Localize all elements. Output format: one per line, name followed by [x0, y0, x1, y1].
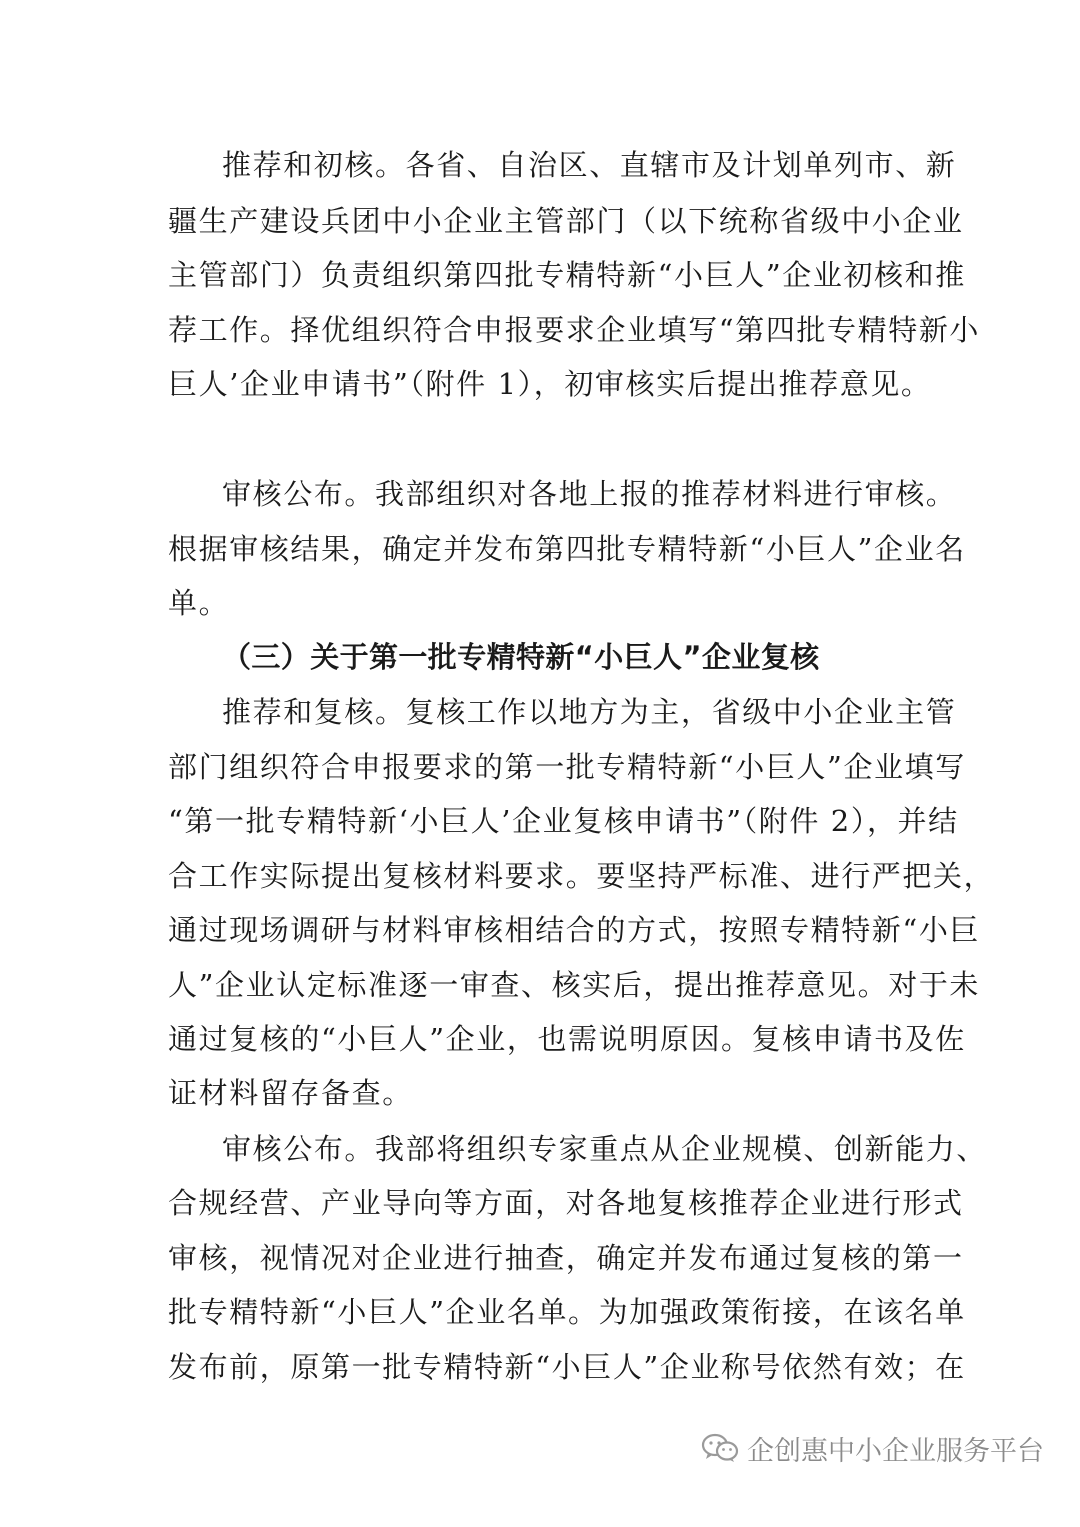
- paragraph-line: 推荐和初核。各省、自治区、直辖市及计划单列市、新: [222, 148, 957, 182]
- wechat-icon: [701, 1433, 739, 1463]
- paragraph-line: 部门组织符合申报要求的第一批专精特新“小巨人”企业填写: [168, 750, 966, 784]
- paragraph-line: “第一批专精特新‘小巨人’企业复核申请书”（附件 2），并结: [168, 804, 959, 838]
- watermark: [701, 1428, 1044, 1468]
- paragraph-line: 推荐和复核。复核工作以地方为主，省级中小企业主管: [222, 695, 957, 729]
- paragraph-line: 审核，视情况对企业进行抽查，确定并发布通过复核的第一: [168, 1241, 964, 1275]
- paragraph-line: 通过现场调研与材料审核相结合的方式，按照专精特新“小巨: [168, 913, 981, 947]
- paragraph-line: 审核公布。我部组织对各地上报的推荐材料进行审核。: [222, 477, 957, 511]
- paragraph-line: 根据审核结果，确定并发布第四批专精特新“小巨人”企业名: [168, 532, 966, 566]
- paragraph-line: 人”企业认定标准逐一审查、核实后，提出推荐意见。对于未: [168, 968, 981, 1002]
- paragraph-line: 发布前，原第一批专精特新“小巨人”企业称号依然有效；在: [168, 1350, 966, 1384]
- watermark-text: 企创惠中小企业服务平台: [747, 1435, 1044, 1467]
- paragraph-line: 证材料留存备查。: [168, 1076, 413, 1110]
- paragraph-line: 疆生产建设兵团中小企业主管部门（以下统称省级中小企业: [168, 204, 964, 238]
- paragraph-line: 合工作实际提出复核材料要求。要坚持严标准、进行严把关，: [168, 859, 995, 893]
- paragraph-line: 单。: [168, 586, 230, 620]
- paragraph-line: 荐工作。择优组织符合申报要求企业填写“第四批专精特新小: [168, 313, 981, 347]
- section-heading: （三）关于第一批专精特新“小巨人”企业复核: [222, 640, 820, 674]
- paragraph-line: 主管部门）负责组织第四批专精特新“小巨人”企业初核和推: [168, 258, 966, 292]
- paragraph-line: 巨人’企业申请书”（附件 1），初审核实后提出推荐意见。: [168, 367, 932, 401]
- paragraph-line: 批专精特新“小巨人”企业名单。为加强政策衔接，在该名单: [168, 1295, 966, 1329]
- paragraph-line: 通过复核的“小巨人”企业，也需说明原因。复核申请书及佐: [168, 1022, 966, 1056]
- paragraph-line: 审核公布。我部将组织专家重点从企业规模、创新能力、: [222, 1132, 988, 1166]
- paragraph-line: 合规经营、产业导向等方面，对各地复核推荐企业进行形式: [168, 1186, 964, 1220]
